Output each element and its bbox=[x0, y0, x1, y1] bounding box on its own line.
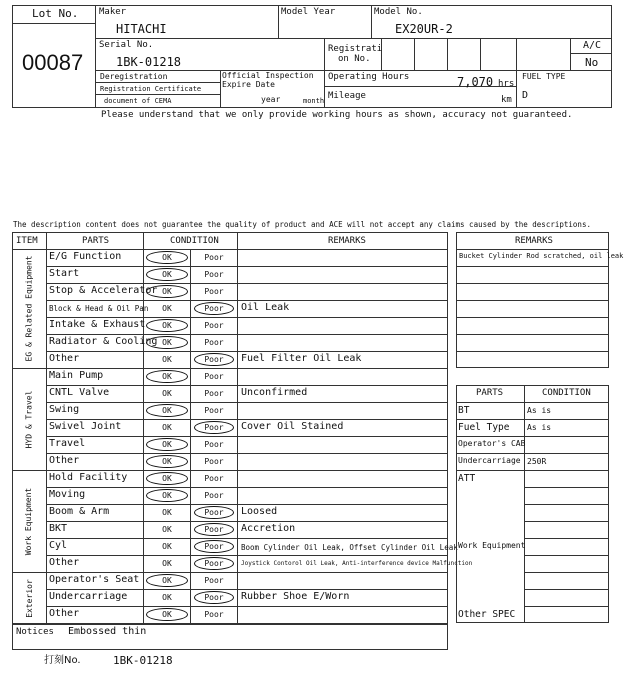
poor-option: Poor bbox=[204, 389, 224, 398]
ok-circle-mark bbox=[146, 472, 188, 485]
right-condition-header: CONDITION bbox=[542, 388, 591, 398]
divider bbox=[278, 5, 279, 38]
divider bbox=[46, 385, 448, 386]
poor-option: Poor bbox=[204, 321, 224, 330]
divider bbox=[237, 232, 238, 624]
divider bbox=[46, 402, 448, 403]
ok-option: OK bbox=[162, 593, 172, 602]
official-inspection-label-1: Official Inspection bbox=[222, 71, 314, 80]
ok-circle-mark bbox=[146, 370, 188, 383]
group-label: Exterior bbox=[24, 578, 34, 618]
part-name: Swivel Joint bbox=[49, 421, 122, 432]
remark-text: Cover Oil Stained bbox=[241, 421, 344, 432]
divider bbox=[46, 232, 47, 624]
disclaimer-text: The description content does not guarantee the quality of product and ACE will not accept any claims caused by the descriptions. bbox=[13, 220, 591, 229]
lot-no-value: 00087 bbox=[22, 50, 84, 75]
part-name: Other bbox=[49, 353, 80, 364]
ok-option: OK bbox=[162, 542, 172, 551]
poor-circle-mark bbox=[194, 302, 234, 315]
remark-text: Fuel Filter Oil Leak bbox=[241, 353, 362, 364]
ok-option: OK bbox=[162, 270, 172, 279]
part-name: CNTL Valve bbox=[49, 387, 110, 398]
part-name: Start bbox=[49, 268, 80, 279]
divider bbox=[95, 70, 612, 71]
part-name: Other bbox=[49, 455, 80, 466]
poor-option: Poor bbox=[204, 474, 224, 483]
poor-option: Poor bbox=[204, 287, 224, 296]
part-name: Other bbox=[49, 557, 80, 568]
divider bbox=[524, 419, 609, 420]
remark-text: Accretion bbox=[241, 523, 296, 534]
ok-option: OK bbox=[162, 525, 172, 534]
model-year-label: Model Year bbox=[281, 7, 336, 17]
divider bbox=[46, 351, 448, 352]
ok-option: OK bbox=[162, 440, 172, 449]
divider bbox=[12, 23, 95, 24]
poor-option: Poor bbox=[204, 508, 224, 517]
hrs-unit: hrs bbox=[498, 79, 515, 89]
poor-option: Poor bbox=[204, 304, 224, 313]
divider bbox=[324, 38, 325, 108]
hours-notice: Please understand that we only provide working hours as shown, accuracy not guaranteed. bbox=[101, 110, 573, 120]
divider bbox=[524, 572, 609, 573]
ok-option: OK bbox=[162, 491, 172, 500]
ok-option: OK bbox=[162, 423, 172, 432]
poor-option: Poor bbox=[204, 270, 224, 279]
ok-option: OK bbox=[162, 610, 172, 619]
maker-label: Maker bbox=[99, 7, 127, 17]
divider bbox=[524, 606, 609, 607]
registration-label-1: Registrati bbox=[328, 44, 383, 54]
group-hyd-travel bbox=[12, 368, 46, 470]
group-label: Work Equipment bbox=[24, 487, 34, 555]
right-parts-header: PARTS bbox=[476, 388, 504, 398]
divider bbox=[46, 538, 448, 539]
poor-option: Poor bbox=[204, 440, 224, 449]
divider bbox=[381, 38, 382, 70]
poor-option: Poor bbox=[204, 576, 224, 585]
right-part-name: ATT bbox=[458, 473, 476, 484]
poor-circle-mark bbox=[194, 523, 234, 536]
divider bbox=[46, 419, 448, 420]
stamp-value: 1BK-01218 bbox=[113, 654, 173, 667]
group-exterior bbox=[12, 572, 46, 624]
ac-value: No bbox=[585, 56, 599, 69]
serial-no-value: 1BK-01218 bbox=[116, 55, 182, 69]
divider bbox=[46, 521, 448, 522]
divider bbox=[456, 300, 609, 301]
parts-header: PARTS bbox=[82, 236, 110, 246]
ok-option: OK bbox=[162, 389, 172, 398]
ac-label: A/C bbox=[583, 40, 602, 51]
ok-option: OK bbox=[162, 304, 172, 313]
part-name: Cyl bbox=[49, 540, 68, 551]
divider bbox=[46, 300, 448, 301]
registration-label-2: on No. bbox=[338, 54, 371, 64]
registration-certificate-label: Registration Certificate bbox=[100, 85, 202, 93]
divider bbox=[46, 317, 448, 318]
divider bbox=[480, 38, 481, 70]
operating-hours-value: 7,070 bbox=[457, 75, 494, 89]
part-name: Main Pump bbox=[49, 370, 104, 381]
divider bbox=[516, 38, 517, 108]
fuel-type-label: FUEL TYPE bbox=[522, 72, 566, 81]
km-unit: km bbox=[501, 95, 512, 105]
divider bbox=[456, 470, 524, 471]
poor-option: Poor bbox=[204, 338, 224, 347]
ok-option: OK bbox=[162, 576, 172, 585]
poor-option: Poor bbox=[204, 253, 224, 262]
part-name: Undercarriage bbox=[49, 591, 128, 602]
part-name: Radiator & Cooling bbox=[49, 336, 158, 347]
ok-circle-mark bbox=[146, 336, 188, 349]
remarks-header: REMARKS bbox=[328, 236, 366, 246]
ok-option: OK bbox=[162, 372, 172, 381]
model-no-label: Model No. bbox=[374, 7, 423, 17]
divider bbox=[46, 368, 448, 369]
part-name: Block & Head & Oil Pan bbox=[49, 304, 149, 313]
divider bbox=[524, 487, 609, 488]
ok-option: OK bbox=[162, 457, 172, 466]
divider bbox=[371, 5, 372, 38]
model-no-value: EX20UR-2 bbox=[395, 22, 453, 36]
ok-option: OK bbox=[162, 508, 172, 517]
notices-label: Notices bbox=[16, 627, 54, 637]
divider bbox=[456, 419, 524, 420]
lot-no-label: Lot No. bbox=[32, 7, 79, 20]
divider bbox=[46, 436, 448, 437]
poor-circle-mark bbox=[194, 540, 234, 553]
poor-option: Poor bbox=[204, 372, 224, 381]
divider bbox=[46, 572, 448, 573]
poor-option: Poor bbox=[204, 457, 224, 466]
ok-option: OK bbox=[162, 559, 172, 568]
remark-text: Boom Cylinder Oil Leak, Offset Cylinder Oil Leak bbox=[241, 543, 458, 552]
operating-hours-label: Operating Hours bbox=[328, 72, 410, 82]
stamp-label: 打刻No. bbox=[44, 655, 81, 666]
right-part-name: Operator's CAB bbox=[458, 439, 526, 448]
right-part-condition: 250R bbox=[527, 457, 547, 466]
divider bbox=[456, 317, 609, 318]
divider bbox=[220, 70, 221, 108]
divider bbox=[46, 470, 448, 471]
group-label: EG & Related Equipment bbox=[24, 255, 34, 362]
divider bbox=[570, 53, 612, 54]
part-name: Intake & Exhaust bbox=[49, 319, 146, 330]
ok-circle-mark bbox=[146, 438, 188, 451]
group-work-equipment bbox=[12, 470, 46, 572]
part-name: Moving bbox=[49, 489, 86, 500]
right-part-name: Fuel Type bbox=[458, 422, 510, 433]
poor-option: Poor bbox=[204, 491, 224, 500]
divider bbox=[456, 351, 609, 352]
ok-circle-mark bbox=[146, 455, 188, 468]
divider bbox=[46, 504, 448, 505]
part-name: Stop & Accelerator bbox=[49, 285, 158, 296]
group-label: HYD & Travel bbox=[24, 390, 34, 448]
divider bbox=[456, 453, 524, 454]
official-inspection-label-2: Expire Date bbox=[222, 80, 275, 89]
right-part-name: Undercarriage bbox=[458, 456, 521, 465]
poor-option: Poor bbox=[204, 593, 224, 602]
right-remarks-line-1: Bucket Cylinder Rod scratched, oil leak bbox=[459, 252, 624, 260]
part-name: Travel bbox=[49, 438, 86, 449]
poor-circle-mark bbox=[194, 591, 234, 604]
notices-value: Embossed thin bbox=[68, 626, 147, 637]
ok-circle-mark bbox=[146, 268, 188, 281]
divider bbox=[447, 38, 448, 70]
divider bbox=[524, 521, 609, 522]
divider bbox=[524, 555, 609, 556]
fuel-type-value: D bbox=[522, 90, 529, 101]
part-name: Hold Facility bbox=[49, 472, 128, 483]
divider bbox=[46, 606, 448, 607]
ok-circle-mark bbox=[146, 608, 188, 621]
ok-option: OK bbox=[162, 355, 172, 364]
divider bbox=[524, 453, 609, 454]
part-name: BKT bbox=[49, 523, 68, 534]
divider bbox=[95, 38, 612, 39]
right-remarks-header: REMARKS bbox=[515, 236, 553, 246]
poor-option: Poor bbox=[204, 542, 224, 551]
divider bbox=[46, 555, 448, 556]
ok-circle-mark bbox=[146, 319, 188, 332]
divider bbox=[46, 334, 448, 335]
divider bbox=[95, 5, 96, 108]
right-part-condition: As is bbox=[527, 423, 552, 432]
ok-circle-mark bbox=[146, 489, 188, 502]
divider bbox=[456, 283, 609, 284]
part-name: Swing bbox=[49, 404, 80, 415]
part-name: Boom & Arm bbox=[49, 506, 110, 517]
divider bbox=[456, 402, 609, 403]
remark-text: Oil Leak bbox=[241, 302, 290, 313]
ok-option: OK bbox=[162, 474, 172, 483]
divider bbox=[46, 453, 448, 454]
divider bbox=[12, 249, 448, 250]
ok-option: OK bbox=[162, 406, 172, 415]
ok-circle-mark bbox=[146, 285, 188, 298]
poor-option: Poor bbox=[204, 559, 224, 568]
item-header: ITEM bbox=[16, 236, 38, 246]
ok-option: OK bbox=[162, 253, 172, 262]
maker-value: HITACHI bbox=[116, 22, 167, 36]
ok-circle-mark bbox=[146, 404, 188, 417]
ok-circle-mark bbox=[146, 251, 188, 264]
ok-option: OK bbox=[162, 338, 172, 347]
poor-option: Poor bbox=[204, 610, 224, 619]
month-label: month bbox=[303, 97, 325, 105]
ok-option: OK bbox=[162, 287, 172, 296]
remark-text: Joystick Contorol Oil Leak, Anti-interference device Malfunction bbox=[241, 560, 473, 567]
remark-text: Loosed bbox=[241, 506, 278, 517]
ok-option: OK bbox=[162, 321, 172, 330]
mileage-label: Mileage bbox=[328, 91, 366, 101]
remark-text: Unconfirmed bbox=[241, 387, 308, 398]
poor-circle-mark bbox=[194, 506, 234, 519]
right-part-name: Other SPEC bbox=[458, 609, 516, 620]
divider bbox=[524, 589, 609, 590]
divider bbox=[414, 38, 415, 70]
poor-circle-mark bbox=[194, 353, 234, 366]
part-name: Operator's Seat bbox=[49, 574, 140, 585]
divider bbox=[95, 82, 220, 83]
right-part-condition: As is bbox=[527, 406, 552, 415]
ok-circle-mark bbox=[146, 574, 188, 587]
divider bbox=[524, 504, 609, 505]
divider bbox=[456, 334, 609, 335]
document-of-cema-label: document of CEMA bbox=[104, 97, 172, 105]
divider bbox=[524, 470, 609, 471]
poor-option: Poor bbox=[204, 423, 224, 432]
poor-option: Poor bbox=[204, 355, 224, 364]
poor-circle-mark bbox=[194, 421, 234, 434]
serial-no-label: Serial No. bbox=[99, 40, 154, 50]
poor-circle-mark bbox=[194, 557, 234, 570]
divider bbox=[524, 538, 609, 539]
condition-header: CONDITION bbox=[170, 236, 219, 246]
divider bbox=[46, 589, 448, 590]
deregistration-label: Deregistration bbox=[100, 72, 168, 81]
divider bbox=[456, 266, 609, 267]
divider bbox=[46, 487, 448, 488]
divider bbox=[524, 436, 609, 437]
part-name: Other bbox=[49, 608, 80, 619]
divider bbox=[46, 283, 448, 284]
right-part-name: BT bbox=[458, 405, 470, 416]
divider bbox=[456, 249, 609, 250]
poor-option: Poor bbox=[204, 525, 224, 534]
part-name: E/G Function bbox=[49, 251, 122, 262]
divider bbox=[95, 94, 220, 95]
divider bbox=[456, 436, 524, 437]
remark-text: Rubber Shoe E/Worn bbox=[241, 591, 350, 602]
poor-option: Poor bbox=[204, 406, 224, 415]
group-eg-related bbox=[12, 249, 46, 368]
divider bbox=[570, 38, 571, 70]
year-label: year bbox=[261, 95, 281, 104]
divider bbox=[46, 266, 448, 267]
right-part-name: Work Equipment bbox=[458, 541, 526, 550]
